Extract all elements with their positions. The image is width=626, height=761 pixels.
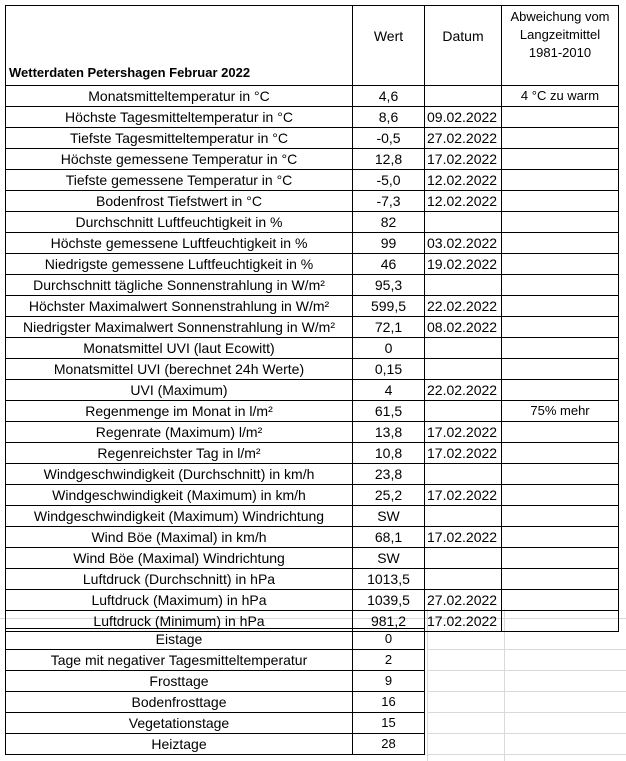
row-value: 4 — [353, 380, 425, 401]
row-value: SW — [353, 548, 425, 569]
table-row — [6, 296, 619, 317]
row-date: 17.02.2022 — [425, 443, 502, 464]
row-date: 09.02.2022 — [425, 107, 502, 128]
header-row — [6, 6, 619, 86]
row-deviation — [502, 443, 619, 464]
row-deviation — [502, 191, 619, 212]
day-value: 0 — [353, 629, 425, 650]
row-label: Niedrigster Maximalwert Sonnenstrahlung in W/m² — [6, 317, 353, 338]
row-date: 17.02.2022 — [425, 527, 502, 548]
row-deviation: 75% mehr — [502, 401, 619, 422]
table-row — [6, 380, 619, 401]
row-date: 22.02.2022 — [425, 296, 502, 317]
day-label: Heiztage — [6, 734, 353, 755]
table-row — [6, 338, 619, 359]
table-row — [6, 485, 619, 506]
row-deviation — [502, 170, 619, 191]
row-value: 13,8 — [353, 422, 425, 443]
row-label: UVI (Maximum) — [6, 380, 353, 401]
row-deviation — [502, 485, 619, 506]
row-value: 23,8 — [353, 464, 425, 485]
row-date: 27.02.2022 — [425, 590, 502, 611]
table-row — [6, 629, 425, 650]
day-value: 15 — [353, 713, 425, 734]
day-value: 16 — [353, 692, 425, 713]
row-date — [425, 548, 502, 569]
table-row — [6, 86, 619, 107]
table-row — [6, 590, 619, 611]
table-row — [6, 275, 619, 296]
row-value: 8,6 — [353, 107, 425, 128]
row-value: 981,2 — [353, 611, 425, 632]
row-value: 68,1 — [353, 527, 425, 548]
row-deviation — [502, 275, 619, 296]
row-deviation — [502, 422, 619, 443]
row-label: Höchster Maximalwert Sonnenstrahlung in W/m² — [6, 296, 353, 317]
row-deviation — [502, 254, 619, 275]
row-value: 0 — [353, 338, 425, 359]
row-date: 22.02.2022 — [425, 380, 502, 401]
row-date: 12.02.2022 — [425, 170, 502, 191]
row-date — [425, 338, 502, 359]
gridline — [427, 649, 626, 650]
row-deviation — [502, 296, 619, 317]
row-deviation — [502, 317, 619, 338]
table-row — [6, 128, 619, 149]
row-deviation — [502, 233, 619, 254]
row-date — [425, 359, 502, 380]
column-header-datum: Datum — [425, 6, 502, 86]
row-deviation — [502, 128, 619, 149]
row-deviation — [502, 107, 619, 128]
row-deviation: 4 °C zu warm — [502, 86, 619, 107]
weather-data-table — [5, 5, 619, 632]
day-label: Frosttage — [6, 671, 353, 692]
row-value: 46 — [353, 254, 425, 275]
table-row — [6, 506, 619, 527]
table-title: Wetterdaten Petershagen Februar 2022 — [6, 6, 353, 86]
row-deviation — [502, 569, 619, 590]
row-date: 17.02.2022 — [425, 611, 502, 632]
row-deviation — [502, 359, 619, 380]
gridline — [427, 712, 626, 713]
row-label: Windgeschwindigkeit (Durchschnitt) in km/h — [6, 464, 353, 485]
day-label: Bodenfrosttage — [6, 692, 353, 713]
row-deviation — [502, 527, 619, 548]
table-row — [6, 317, 619, 338]
row-value: 1039,5 — [353, 590, 425, 611]
row-date: 17.02.2022 — [425, 149, 502, 170]
row-value: 12,8 — [353, 149, 425, 170]
table-row — [6, 401, 619, 422]
row-label: Luftdruck (Durchschnitt) in hPa — [6, 569, 353, 590]
table-row — [6, 191, 619, 212]
row-label: Höchste gemessene Luftfeuchtigkeit in % — [6, 233, 353, 254]
table-row — [6, 212, 619, 233]
row-date: 27.02.2022 — [425, 128, 502, 149]
table-row — [6, 464, 619, 485]
table-row — [6, 149, 619, 170]
table-row — [6, 734, 425, 755]
gridline — [427, 754, 626, 755]
row-date — [425, 464, 502, 485]
table-row — [6, 359, 619, 380]
row-value: 99 — [353, 233, 425, 254]
row-label: Durchschnitt Luftfeuchtigkeit in % — [6, 212, 353, 233]
table-row — [6, 254, 619, 275]
row-value: 4,6 — [353, 86, 425, 107]
row-label: Tiefste Tagesmitteltemperatur in °C — [6, 128, 353, 149]
row-date: 12.02.2022 — [425, 191, 502, 212]
row-label: Monatsmittel UVI (berechnet 24h Werte) — [6, 359, 353, 380]
row-value: 82 — [353, 212, 425, 233]
row-label: Regenrate (Maximum) l/m² — [6, 422, 353, 443]
row-label: Monatsmitteltemperatur in °C — [6, 86, 353, 107]
row-value: 1013,5 — [353, 569, 425, 590]
column-header-wert: Wert — [353, 6, 425, 86]
row-deviation — [502, 548, 619, 569]
row-label: Höchste gemessene Temperatur in °C — [6, 149, 353, 170]
row-label: Monatsmittel UVI (laut Ecowitt) — [6, 338, 353, 359]
row-label: Wind Böe (Maximal) Windrichtung — [6, 548, 353, 569]
gridline — [427, 691, 626, 692]
day-label: Tage mit negativer Tagesmitteltemperatur — [6, 650, 353, 671]
table-row — [6, 107, 619, 128]
row-deviation — [502, 380, 619, 401]
table-row — [6, 422, 619, 443]
row-label: Niedrigste gemessene Luftfeuchtigkeit in % — [6, 254, 353, 275]
table-row — [6, 443, 619, 464]
row-label: Regenreichster Tag in l/m² — [6, 443, 353, 464]
row-date — [425, 401, 502, 422]
row-label: Wind Böe (Maximal) in km/h — [6, 527, 353, 548]
table-row — [6, 692, 425, 713]
column-header-abweichung: Abweichung vom Langzeitmittel 1981-2010 — [502, 6, 619, 86]
table-row — [6, 527, 619, 548]
row-label: Durchschnitt tägliche Sonnenstrahlung in W/m² — [6, 275, 353, 296]
day-counts-table — [5, 628, 425, 755]
day-label: Vegetationstage — [6, 713, 353, 734]
row-date — [425, 506, 502, 527]
row-value: SW — [353, 506, 425, 527]
row-value: -7,3 — [353, 191, 425, 212]
row-value: -5,0 — [353, 170, 425, 191]
row-value: 599,5 — [353, 296, 425, 317]
table-row — [6, 548, 619, 569]
row-label: Regenmenge im Monat in l/m² — [6, 401, 353, 422]
table-row — [6, 713, 425, 734]
row-date — [425, 275, 502, 296]
row-value: 10,8 — [353, 443, 425, 464]
row-date: 03.02.2022 — [425, 233, 502, 254]
row-value: 0,15 — [353, 359, 425, 380]
row-label: Windgeschwindigkeit (Maximum) in km/h — [6, 485, 353, 506]
row-value: 95,3 — [353, 275, 425, 296]
row-date: 17.02.2022 — [425, 422, 502, 443]
table-row — [6, 170, 619, 191]
row-deviation — [502, 464, 619, 485]
day-label: Eistage — [6, 629, 353, 650]
table-row — [6, 233, 619, 254]
row-date — [425, 569, 502, 590]
table-row — [6, 569, 619, 590]
row-label: Windgeschwindigkeit (Maximum) Windrichtung — [6, 506, 353, 527]
row-value: -0,5 — [353, 128, 425, 149]
row-deviation — [502, 506, 619, 527]
row-date: 19.02.2022 — [425, 254, 502, 275]
row-deviation — [502, 149, 619, 170]
row-deviation — [502, 611, 619, 632]
row-value: 61,5 — [353, 401, 425, 422]
day-value: 2 — [353, 650, 425, 671]
row-deviation — [502, 212, 619, 233]
row-label: Tiefste gemessene Temperatur in °C — [6, 170, 353, 191]
row-date — [425, 212, 502, 233]
row-date: 17.02.2022 — [425, 485, 502, 506]
day-value: 9 — [353, 671, 425, 692]
table-row — [6, 671, 425, 692]
row-date — [425, 86, 502, 107]
row-deviation — [502, 590, 619, 611]
row-value: 72,1 — [353, 317, 425, 338]
row-label: Luftdruck (Maximum) in hPa — [6, 590, 353, 611]
gridline — [427, 733, 626, 734]
row-date: 08.02.2022 — [425, 317, 502, 338]
day-value: 28 — [353, 734, 425, 755]
gridline — [427, 670, 626, 671]
row-label: Bodenfrost Tiefstwert in °C — [6, 191, 353, 212]
row-label: Luftdruck (Minimum) in hPa — [6, 611, 353, 632]
row-deviation — [502, 338, 619, 359]
table-row — [6, 650, 425, 671]
row-value: 25,2 — [353, 485, 425, 506]
row-label: Höchste Tagesmitteltemperatur in °C — [6, 107, 353, 128]
